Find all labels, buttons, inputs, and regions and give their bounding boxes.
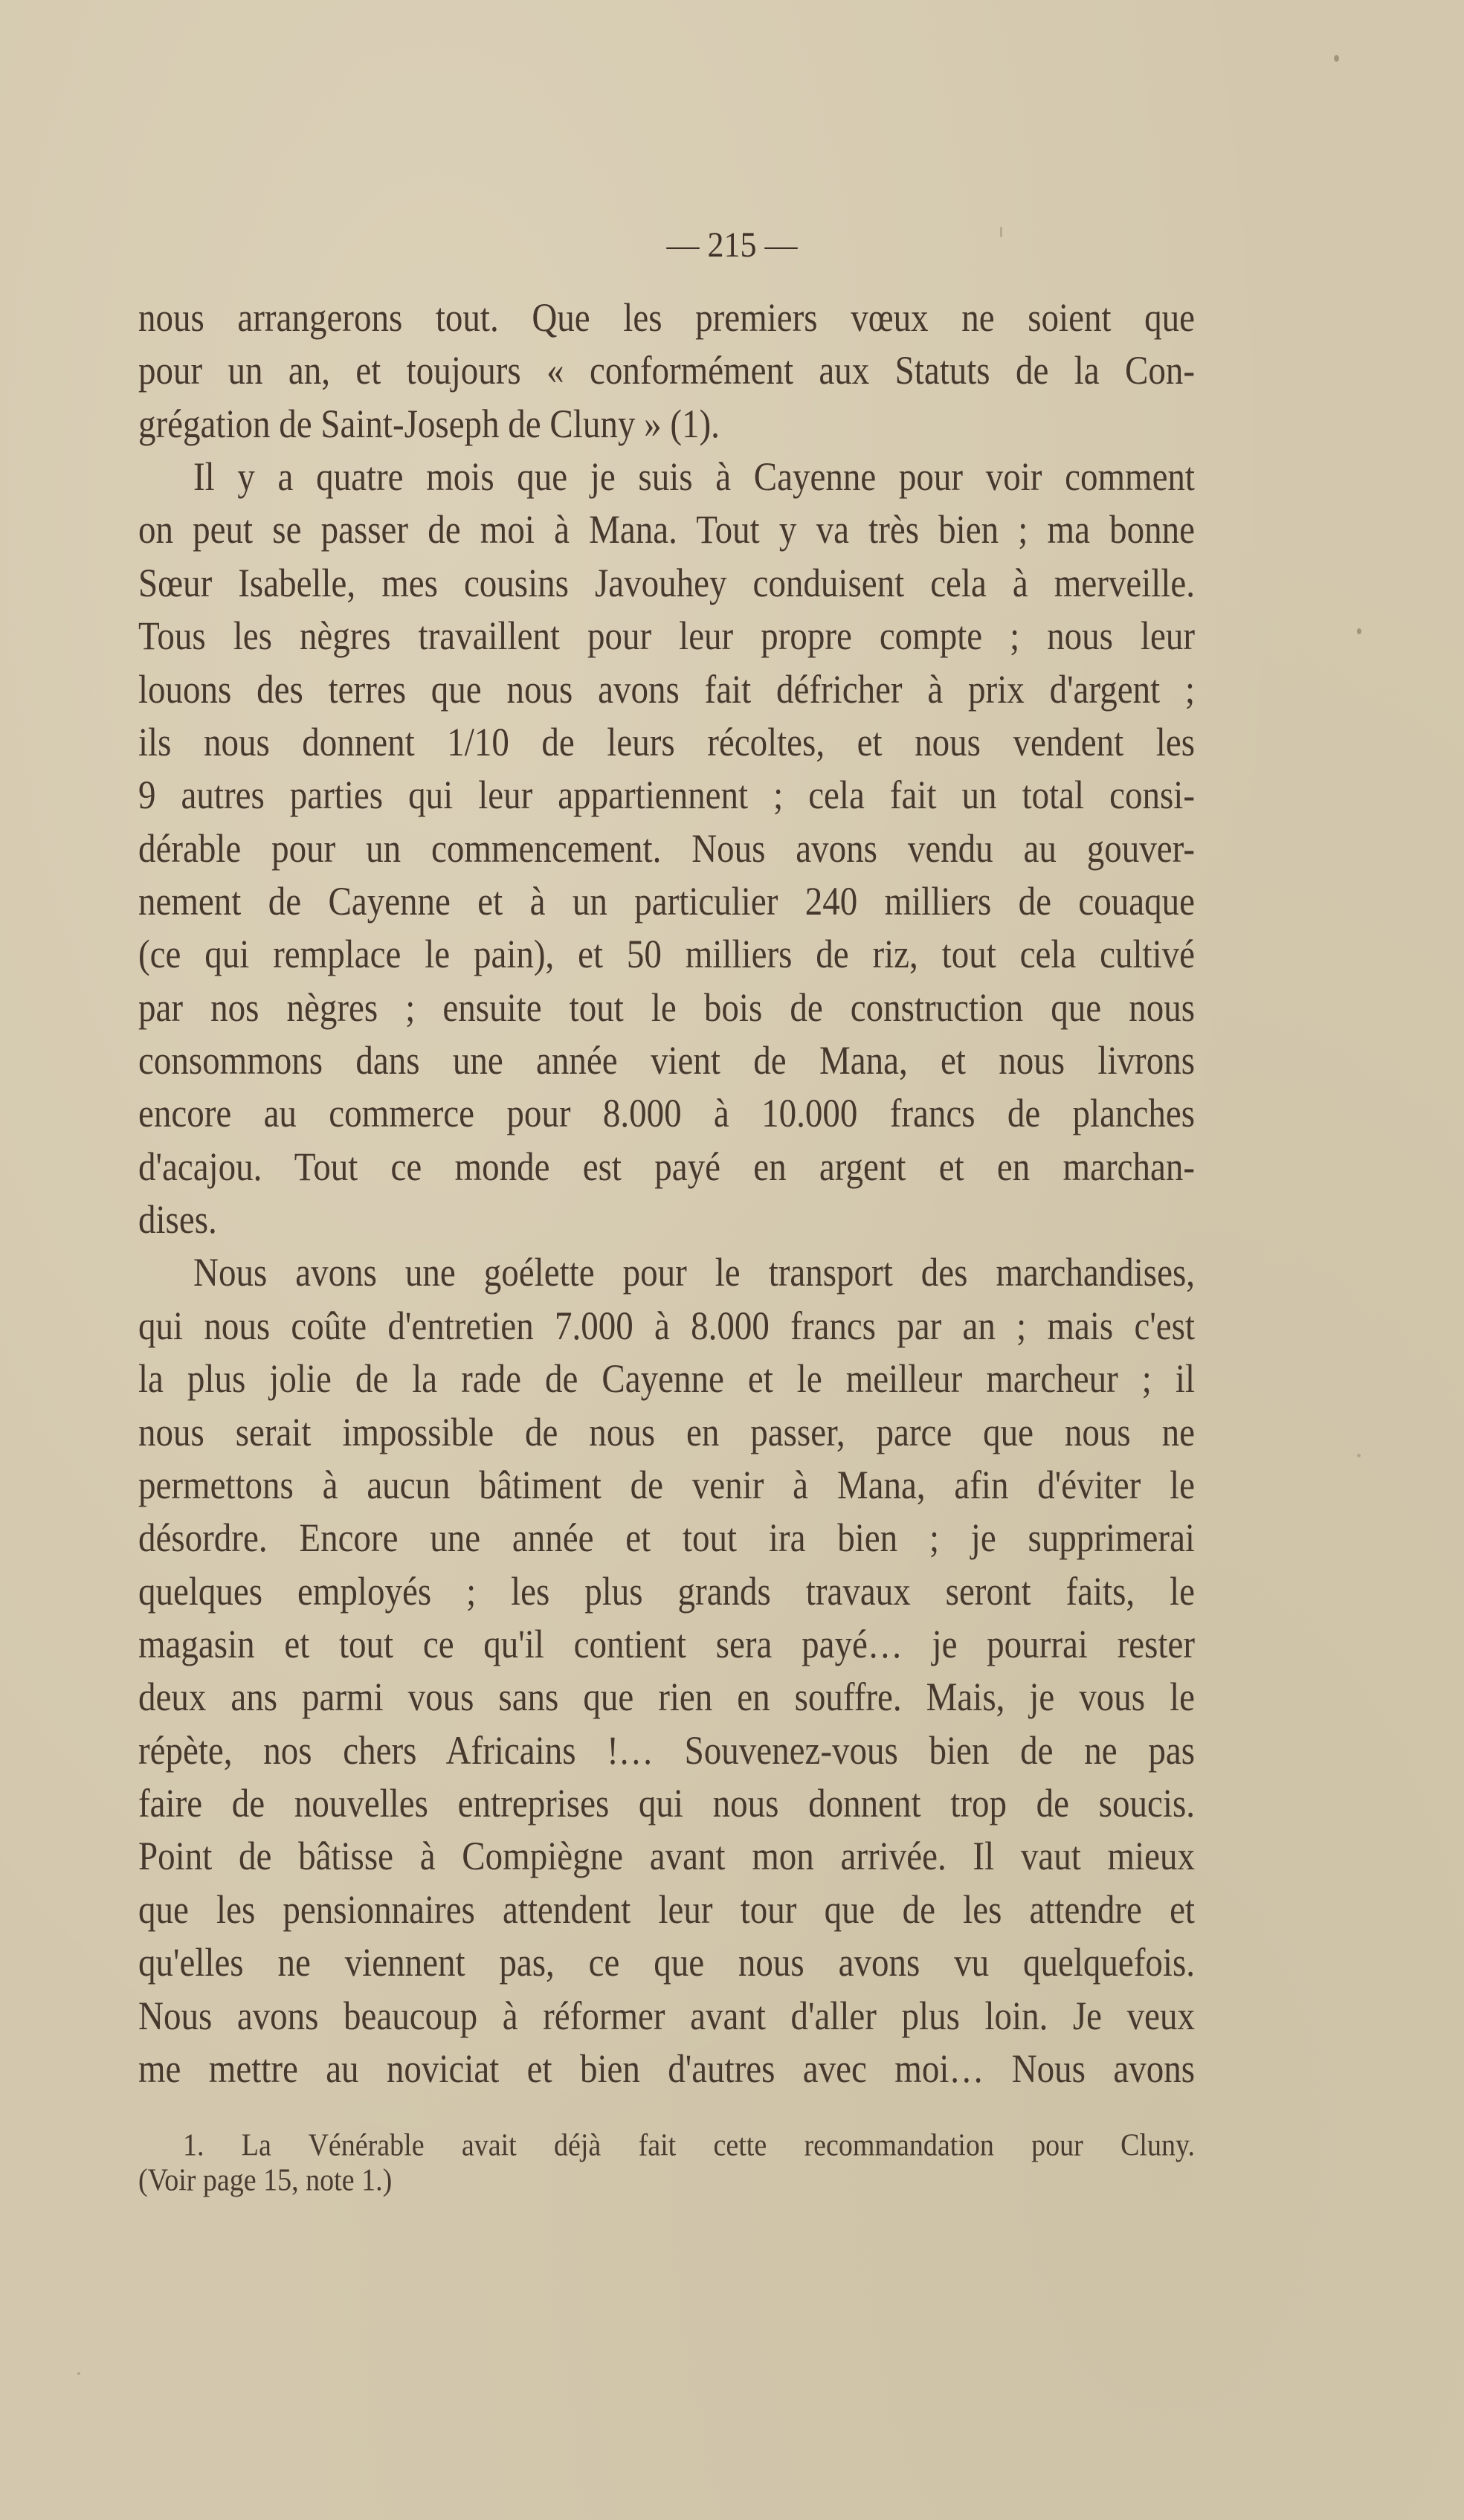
- text-line: d'acajou. Tout ce monde est payé en argent et en marchan-: [138, 1144, 1195, 1190]
- text-line: Tous les nègres travaillent pour leur propre compte ; nous leur: [138, 614, 1195, 659]
- paper-speck: [1334, 55, 1339, 62]
- text-line: permettons à aucun bâtiment de venir à Mana, afin d'éviter le: [138, 1463, 1195, 1508]
- text-line: dérable pour un commencement. Nous avons vendu au gouver-: [138, 826, 1195, 871]
- footnote-line: (Voir page 15, note 1.): [138, 2162, 393, 2198]
- text-line: qu'elles ne viennent pas, ce que nous avons vu quelquefois.: [138, 1941, 1195, 1985]
- paper-speck: [77, 2372, 80, 2375]
- page-number: — 215 —: [666, 225, 798, 265]
- paper-speck: [1357, 1454, 1361, 1457]
- text-line: qui nous coûte d'entretien 7.000 à 8.000 francs par an ; mais c'est: [138, 1303, 1195, 1349]
- text-line: quelques employés ; les plus grands travaux seront faits, le: [138, 1569, 1195, 1614]
- text-line: dises.: [138, 1198, 217, 1243]
- text-line: la plus jolie de la rade de Cayenne et le meilleur marcheur ; il: [138, 1357, 1195, 1402]
- text-line: on peut se passer de moi à Mana. Tout y va très bien ; ma bonne: [138, 508, 1195, 552]
- text-line: Nous avons une goélette pour le transport des marchandises,: [193, 1251, 1195, 1295]
- text-line: grégation de Saint-Joseph de Cluny » (1).: [138, 402, 720, 447]
- text-line: Il y a quatre mois que je suis à Cayenne pour voir comment: [193, 455, 1195, 500]
- text-line: par nos nègres ; ensuite tout le bois de construction que nous: [138, 985, 1195, 1031]
- text-line: (ce qui remplace le pain), et 50 milliers de riz, tout cela cultivé: [138, 932, 1195, 977]
- text-line: nous arrangerons tout. Que les premiers vœux ne soient que: [138, 296, 1195, 341]
- text-line: ils nous donnent 1/10 de leurs récoltes, et nous vendent les: [138, 721, 1195, 765]
- text-line: Point de bâtisse à Compiègne avant mon arrivée. Il vaut mieux: [138, 1834, 1195, 1879]
- text-line: pour un an, et toujours « conformément aux Statuts de la Con-: [138, 349, 1195, 393]
- text-line: désordre. Encore une année et tout ira bien ; je supprimerai: [138, 1516, 1195, 1561]
- text-line: faire de nouvelles entreprises qui nous donnent trop de soucis.: [138, 1782, 1195, 1826]
- text-line: louons des terres que nous avons fait défricher à prix d'argent ;: [138, 667, 1195, 712]
- text-line: Nous avons beaucoup à réformer avant d'aller plus loin. Je veux: [138, 1994, 1195, 2038]
- footnote-line: 1. La Vénérable avait déjà fait cette recommandation pour Cluny.: [183, 2127, 1195, 2163]
- text-line: consommons dans une année vient de Mana, et nous livrons: [138, 1039, 1195, 1083]
- text-line: deux ans parmi vous sans que rien en souffre. Mais, je vous le: [138, 1675, 1195, 1720]
- text-line: répète, nos chers Africains !… Souvenez-vous bien de ne pas: [138, 1728, 1195, 1773]
- text-line: nement de Cayenne et à un particulier 240 milliers de couaque: [138, 880, 1195, 924]
- text-line: Sœur Isabelle, mes cousins Javouhey conduisent cela à merveille.: [138, 561, 1195, 606]
- text-line: nous serait impossible de nous en passer, parce que nous ne: [138, 1410, 1195, 1454]
- text-line: 9 autres parties qui leur appartiennent ; cela fait un total consi-: [138, 773, 1195, 818]
- paper-speck: [1357, 628, 1361, 634]
- text-line: magasin et tout ce qu'il contient sera payé… je pourrai rester: [138, 1622, 1195, 1667]
- text-line: me mettre au noviciat et bien d'autres avec moi… Nous avons: [138, 2047, 1195, 2092]
- text-line: que les pensionnaires attendent leur tour que de les attendre et: [138, 1887, 1195, 1933]
- paper-speck: [1000, 227, 1002, 237]
- text-line: encore au commerce pour 8.000 à 10.000 francs de planches: [138, 1092, 1195, 1136]
